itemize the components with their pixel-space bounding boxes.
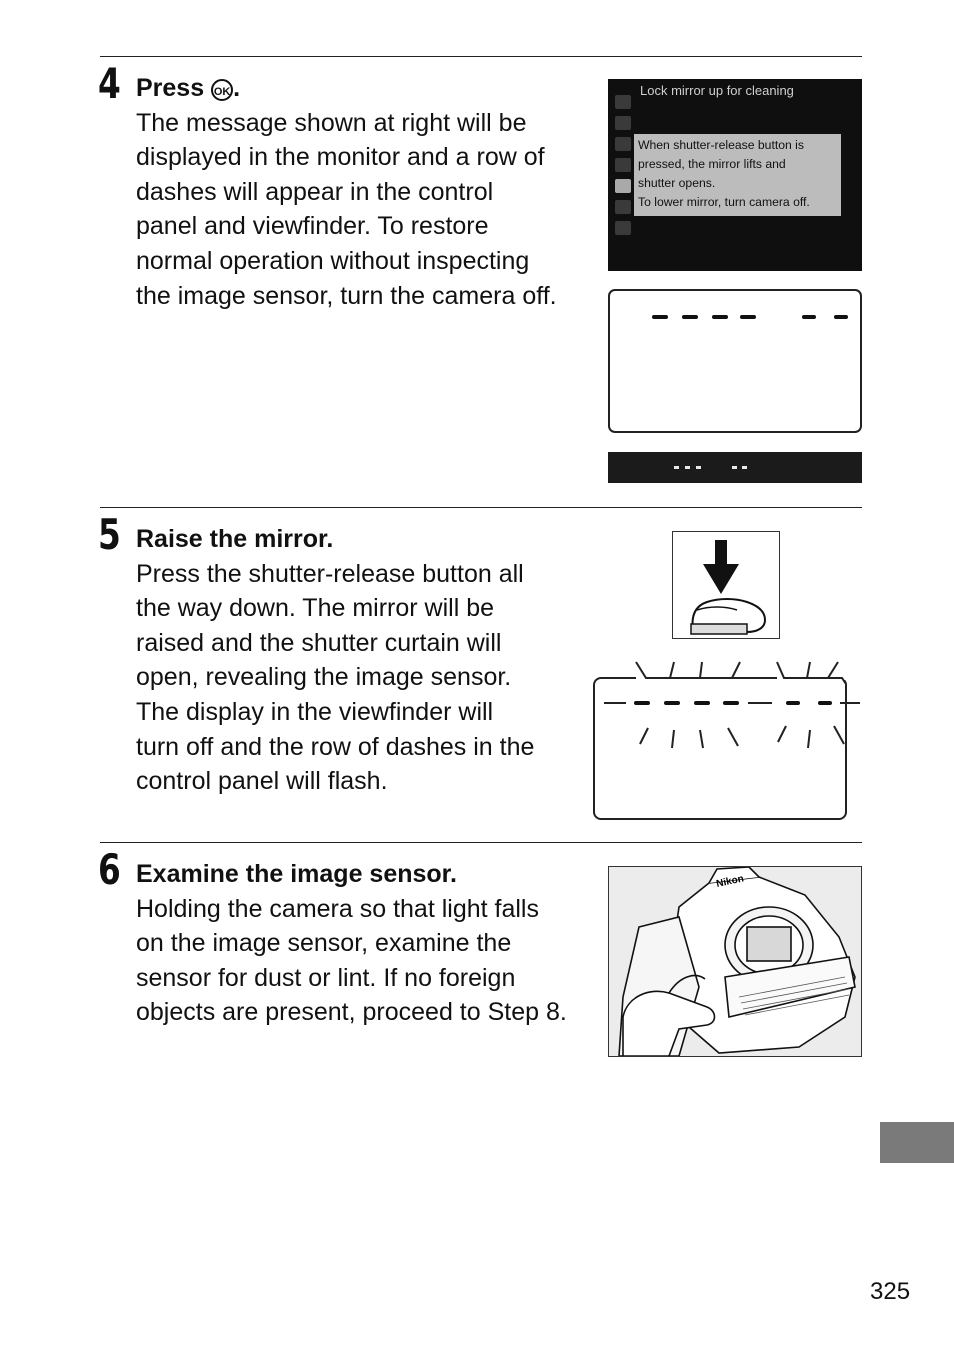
recent-icon [615,221,631,235]
shutter-press-illustration [672,531,780,639]
page-number: 325 [870,1278,911,1305]
dash [652,315,668,319]
dash [802,315,816,319]
step-5-line: Press the shutter-release button all [136,559,524,588]
step-6-text [136,857,567,1030]
viewfinder-dash [742,466,747,469]
step-6-line: objects are present, proceed to Step 8. [136,998,567,1027]
monitor-message: When shutter-release button is pressed, the mirror lifts and shutter opens. To lower mirror, turn camera off. [634,134,841,216]
step-6-line: on the image sensor, examine the [136,929,512,958]
shooting-icon [615,116,631,130]
step-number-5: 5 [98,510,121,559]
step-number-4: 4 [98,59,121,108]
setup-icon [615,179,631,193]
viewfinder-dash [685,466,690,469]
step-6-line: sensor for dust or lint. If no foreign [136,963,516,992]
camera-brand-label: Nikon [715,873,745,890]
camera-body-icon [609,867,861,1056]
rule-step-6 [100,842,862,843]
step-5-line: the way down. The mirror will be [136,594,495,623]
step-number-6: 6 [98,845,121,894]
finger-press-icon [673,532,779,638]
step-4-line: The message shown at right will be [136,108,527,137]
dash [712,315,728,319]
step-5-title: Raise the mirror. [136,525,334,553]
menu-sidebar [613,95,631,242]
rule-step-4 [100,56,862,57]
step-5-line: raised and the shutter curtain will [136,628,502,657]
step-6-title: Examine the image sensor. [136,860,457,888]
playback-icon [615,95,631,109]
viewfinder-display [608,452,862,483]
monitor-screen [608,79,862,271]
camera-sensor-illustration [608,866,862,1057]
step-4-title: Press OK . [136,74,241,102]
viewfinder-dash [674,466,679,469]
step-6-line: Holding the camera so that light falls [136,894,539,923]
step-5-line: control panel will flash. [136,767,388,796]
viewfinder-dash [732,466,737,469]
step-5-line: open, revealing the image sensor. [136,663,512,692]
custom-settings-icon [615,137,631,151]
step-4-line: displayed in the monitor and a row of [136,143,545,172]
rule-step-5 [100,507,862,508]
step-4-line: the image sensor, turn the camera off. [136,281,557,310]
section-tab [880,1122,954,1163]
step-4-line: panel and viewfinder. To restore [136,212,489,241]
retouch-icon [615,158,631,172]
viewfinder-dash [696,466,701,469]
my-menu-icon [615,200,631,214]
flashing-control-panel-illustration [592,656,864,822]
step-4-line: normal operation without inspecting [136,246,530,275]
monitor-title: Lock mirror up for cleaning [640,83,794,98]
ok-button-icon: OK [211,79,233,101]
dash [834,315,848,319]
step-4-line: dashes will appear in the control [136,177,494,206]
control-panel-display [608,289,862,433]
dash [740,315,756,319]
step-4-text [136,71,557,313]
dash [682,315,698,319]
step-5-text [136,522,534,799]
step-5-line: turn off and the row of dashes in the [136,732,535,761]
step-5-line: The display in the viewfinder will [136,697,494,726]
